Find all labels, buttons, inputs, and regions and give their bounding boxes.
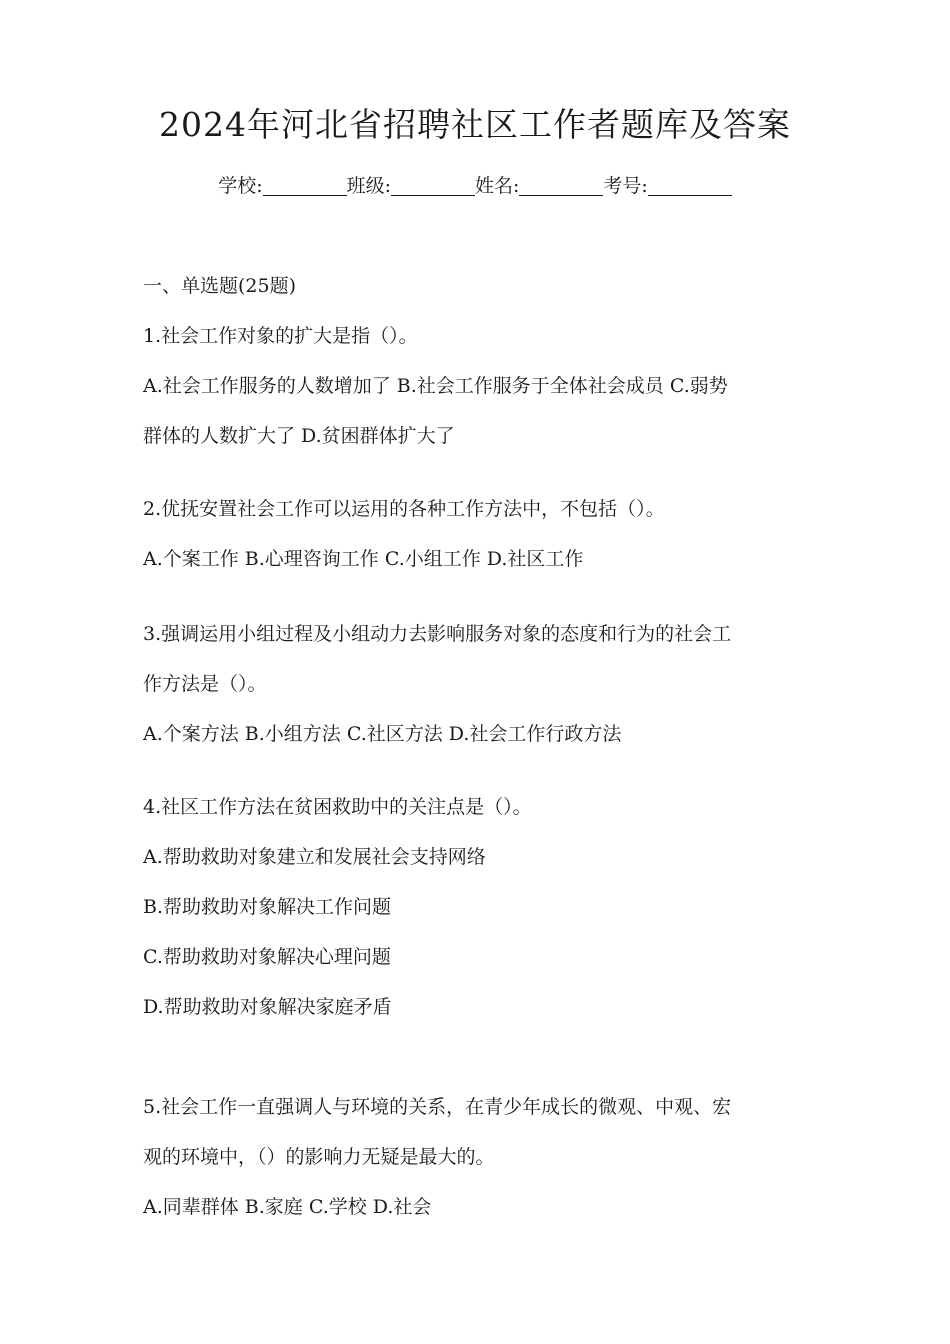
question-4-option-a: A.帮助救助对象建立和发展社会支持网络 bbox=[143, 846, 486, 868]
question-1-options-line-1: A.社会工作服务的人数增加了 B.社会工作服务于全体社会成员 C.弱势 bbox=[143, 375, 728, 397]
question-4-option-c: C.帮助救助对象解决心理问题 bbox=[143, 946, 391, 968]
question-4-stem: 4.社区工作方法在贫困救助中的关注点是（）。 bbox=[143, 796, 532, 818]
question-5-stem-line-1: 5.社会工作一直强调人与环境的关系，在青少年成长的微观、中观、宏 bbox=[143, 1096, 732, 1118]
question-1-stem: 1.社会工作对象的扩大是指（）。 bbox=[143, 325, 418, 347]
class-field bbox=[347, 168, 475, 204]
document-title: 2024年河北省招聘社区工作者题库及答案 bbox=[159, 105, 791, 144]
question-3-options: A.个案方法 B.小组方法 C.社区方法 D.社会工作行政方法 bbox=[143, 723, 622, 745]
question-1-options-line-2: 群体的人数扩大了 D.贫困群体扩大了 bbox=[143, 425, 455, 447]
question-5-options: A.同辈群体 B.家庭 C.学校 D.社会 bbox=[143, 1196, 432, 1218]
exam-number-blank bbox=[648, 173, 732, 196]
question-5-stem-line-2: 观的环境中，（）的影响力无疑是最大的。 bbox=[143, 1146, 495, 1168]
question-3-stem-line-2: 作方法是（）。 bbox=[143, 673, 267, 695]
exam-number-label: 考号: bbox=[603, 175, 648, 197]
name-blank bbox=[519, 173, 603, 196]
school-label: 学校: bbox=[218, 175, 263, 197]
class-label: 班级: bbox=[346, 175, 391, 197]
question-2-options: A.个案工作 B.心理咨询工作 C.小组工作 D.社区工作 bbox=[143, 548, 584, 570]
question-3-stem-line-1: 3.强调运用小组过程及小组动力去影响服务对象的态度和行为的社会工 bbox=[143, 623, 732, 645]
school-blank bbox=[263, 173, 347, 196]
question-4-option-d: D.帮助救助对象解决家庭矛盾 bbox=[143, 996, 392, 1018]
name-label: 姓名: bbox=[475, 175, 520, 197]
exam-number-field bbox=[603, 168, 731, 204]
school-field bbox=[218, 168, 346, 204]
student-info-line bbox=[0, 168, 950, 204]
class-blank bbox=[391, 173, 475, 196]
question-4-option-b: B.帮助救助对象解决工作问题 bbox=[143, 896, 392, 918]
name-field bbox=[475, 168, 603, 204]
question-2-stem: 2.优抚安置社会工作可以运用的各种工作方法中，不包括（）。 bbox=[143, 498, 665, 520]
section-heading: 一、单选题(25题) bbox=[143, 275, 297, 297]
